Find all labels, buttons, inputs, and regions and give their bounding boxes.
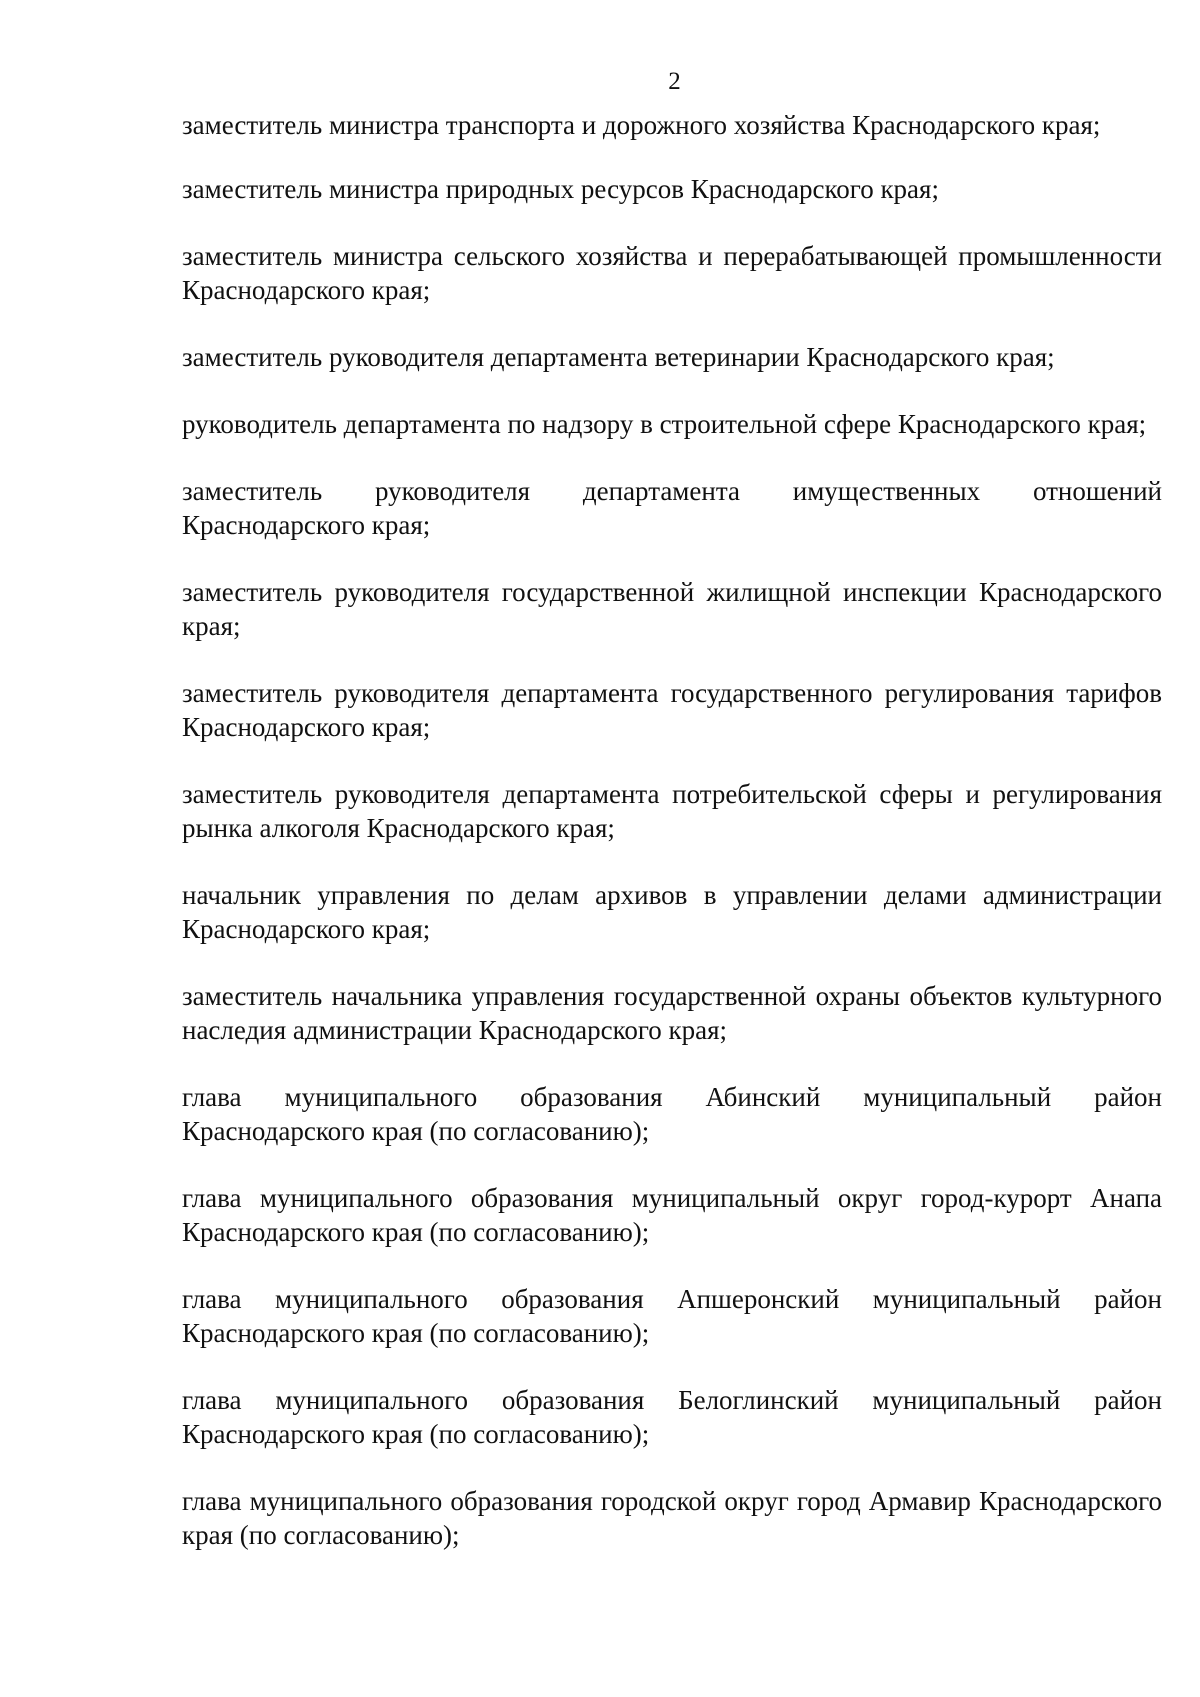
page-number: 2 bbox=[668, 68, 681, 95]
list-item: заместитель руководителя департамента потребительской сферы и регулирования рынка алкоголя Краснодарского края; bbox=[182, 779, 1162, 843]
list-item: заместитель руководителя департамента имущественных отношений Краснодарского края; bbox=[182, 476, 1162, 540]
list-item: заместитель министра сельского хозяйства и перерабатывающей промышленности Краснодарского края; bbox=[182, 241, 1162, 305]
list-item: глава муниципального образования городской округ город Армавир Краснодарского края (по согласованию); bbox=[182, 1486, 1162, 1550]
list-item: заместитель министра природных ресурсов Краснодарского края; bbox=[182, 174, 939, 204]
list-item: заместитель руководителя департамента государственного регулирования тарифов Краснодарского края; bbox=[182, 678, 1162, 742]
list-item: заместитель начальника управления государственной охраны объектов культурного наследия администрации Краснодарского края; bbox=[182, 981, 1162, 1045]
member-list bbox=[182, 108, 1162, 1585]
list-item: глава муниципального образования муниципальный округ город-курорт Анапа Краснодарского края (по согласованию); bbox=[182, 1183, 1162, 1247]
list-item: заместитель руководителя государственной жилищной инспекции Краснодарского края; bbox=[182, 577, 1162, 641]
list-item: глава муниципального образования Абинский муниципальный район Краснодарского края (по согласованию); bbox=[182, 1082, 1162, 1146]
list-item: глава муниципального образования Апшеронский муниципальный район Краснодарского края (по согласованию); bbox=[182, 1284, 1162, 1348]
list-item: глава муниципального образования Белоглинский муниципальный район Краснодарского края (по согласованию); bbox=[182, 1385, 1162, 1449]
list-item: заместитель руководителя департамента ветеринарии Краснодарского края; bbox=[182, 342, 1055, 372]
list-item: руководитель департамента по надзору в строительной сфере Краснодарского края; bbox=[182, 409, 1147, 439]
list-item: начальник управления по делам архивов в управлении делами администрации Краснодарского края; bbox=[182, 880, 1162, 944]
list-item: заместитель министра транспорта и дорожного хозяйства Краснодарского края; bbox=[182, 110, 1101, 140]
